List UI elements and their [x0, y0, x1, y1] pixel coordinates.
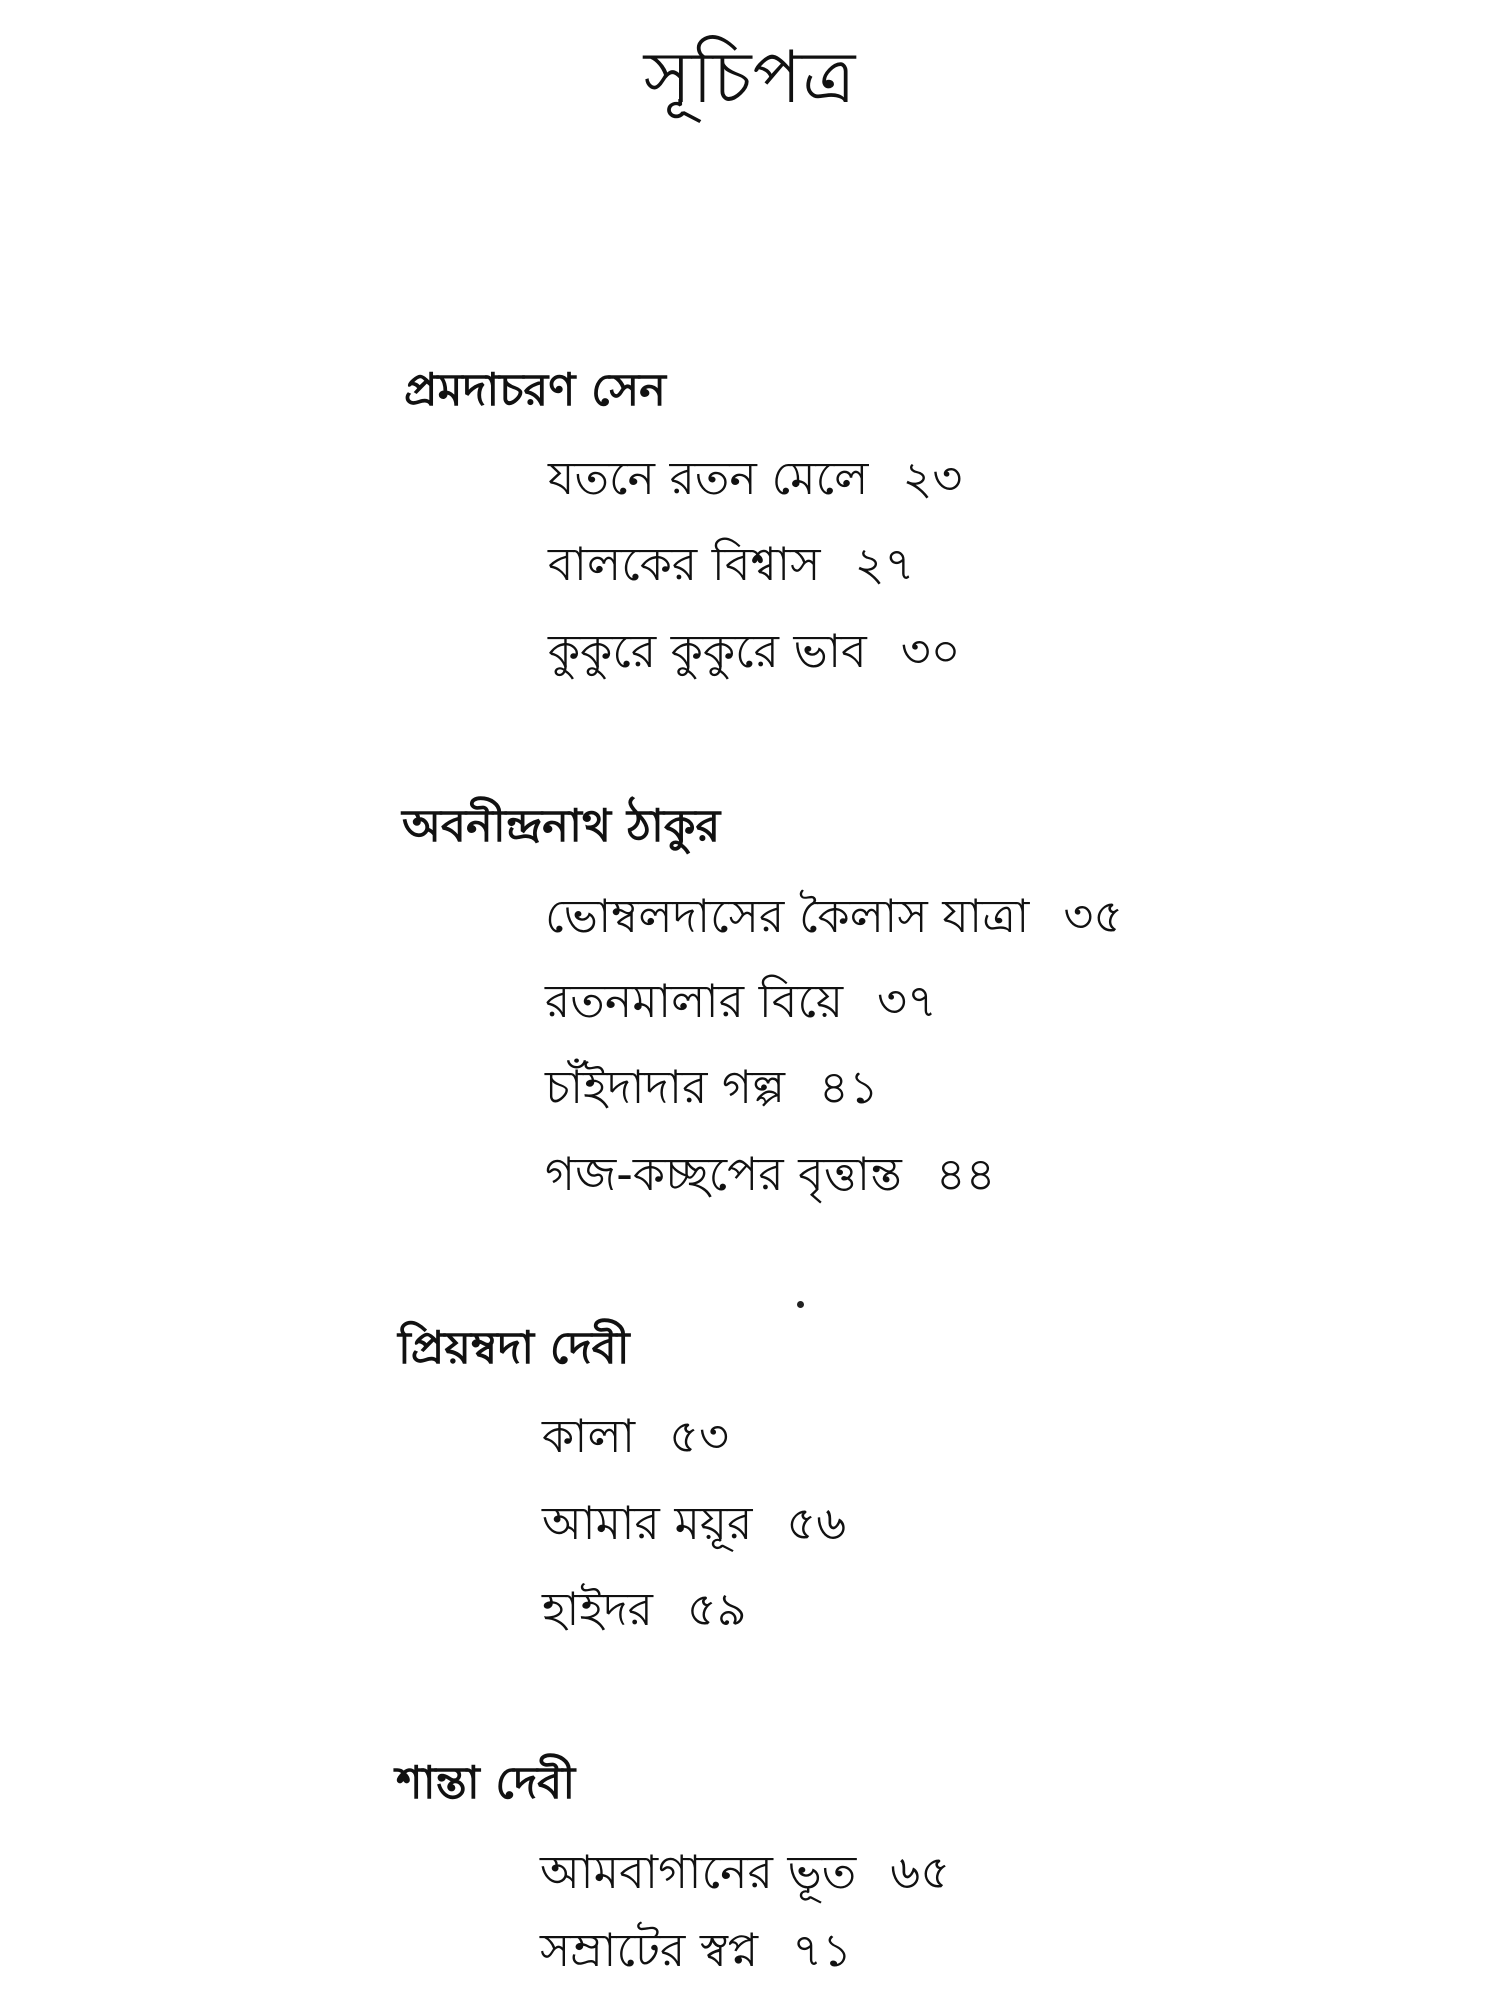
print-speck [797, 1301, 804, 1308]
page-title: সূচিপত্র [643, 35, 857, 119]
entry-page-number: ৫৬ [786, 1496, 847, 1550]
entry-page-number: ৩৭ [877, 974, 937, 1028]
entry-page-number: ৪১ [819, 1060, 879, 1114]
list-item [545, 975, 937, 1028]
entry-title: কালা [542, 1409, 636, 1463]
entry-page-number: ৬৫ [890, 1845, 951, 1899]
entry-title: যতনে রতন মেলে [548, 451, 869, 505]
entry-title: কুকুরে কুকুরে ভাব [548, 624, 867, 678]
entry-page-number: ৫৯ [686, 1582, 747, 1636]
entry-title: আমার ময়ূর [542, 1496, 753, 1550]
entry-page-number: ৪৪ [935, 1147, 996, 1201]
entry-page-number: ৩৫ [1063, 889, 1124, 943]
list-item [545, 890, 1123, 943]
list-item [545, 1061, 879, 1114]
list-item [542, 1583, 747, 1636]
entry-title: চাঁইদাদার গল্প [545, 1060, 786, 1114]
entry-title: গজ-কচ্ছপের বৃত্তান্ত [545, 1147, 902, 1201]
list-item [548, 452, 962, 505]
list-item [540, 1924, 852, 1977]
list-item [548, 538, 914, 591]
entry-page-number: ২৭ [854, 537, 915, 591]
list-item [548, 625, 961, 678]
entry-page-number: ৭১ [792, 1923, 853, 1977]
entry-page-number: ২৩ [902, 451, 963, 505]
author-heading: প্রমদাচরণ সেন [404, 363, 667, 416]
list-item [540, 1846, 950, 1899]
entry-title: রতনমালার বিয়ে [545, 974, 844, 1028]
author-heading: শান্তা দেবী [396, 1756, 576, 1809]
entry-page-number: ৫৩ [669, 1409, 729, 1463]
entry-title: বালকের বিশ্বাস [548, 537, 821, 591]
entry-page-number: ৩০ [900, 624, 961, 678]
list-item [542, 1497, 846, 1550]
entry-title: সম্রাটের স্বপ্ন [540, 1923, 759, 1977]
author-heading: অবনীন্দ্রনাথ ঠাকুর [402, 799, 721, 852]
entry-title: ভোম্বলদাসের কৈলাস যাত্রা [545, 889, 1030, 943]
entry-title: আমবাগানের ভূত [540, 1845, 857, 1899]
list-item [545, 1148, 996, 1201]
list-item [542, 1410, 729, 1463]
entry-title: হাইদর [542, 1582, 653, 1636]
author-heading: প্রিয়ম্বদা দেবী [398, 1321, 630, 1374]
